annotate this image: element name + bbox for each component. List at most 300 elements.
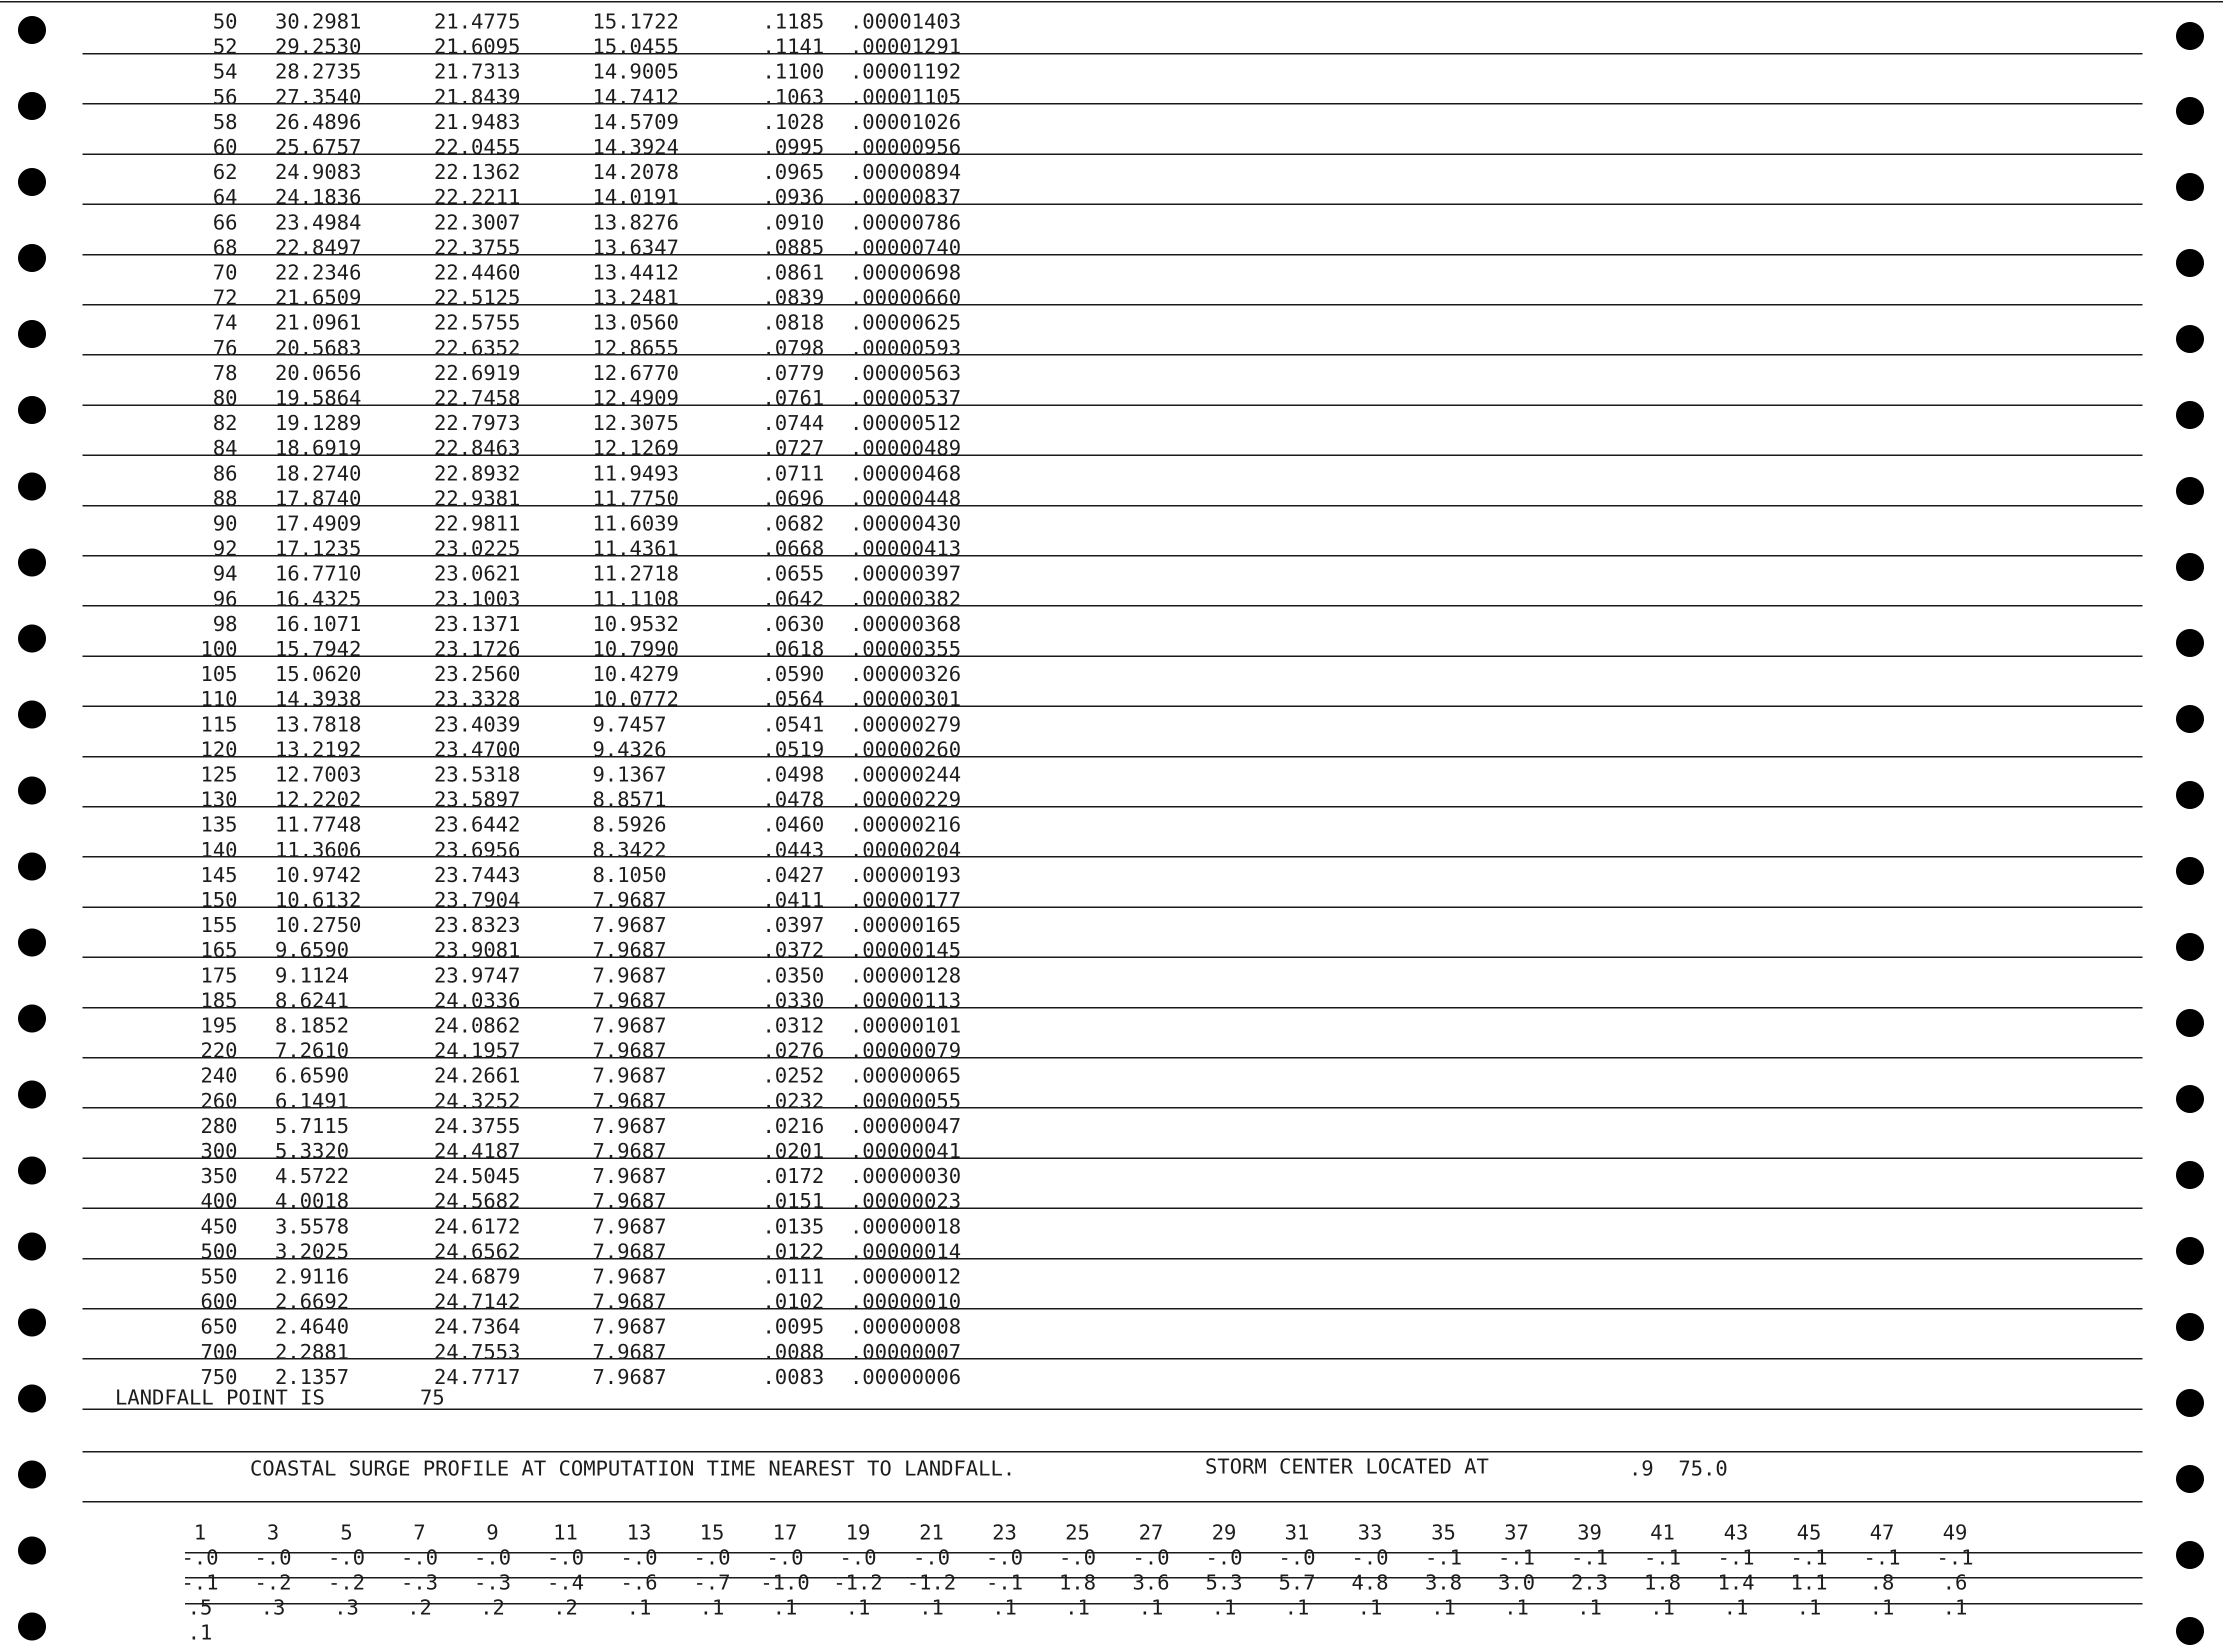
table-cell: 135 bbox=[200, 812, 238, 836]
table-cell: 24.5045 bbox=[434, 1164, 520, 1188]
table-cell: 13.2192 bbox=[275, 738, 362, 762]
table-cell: 550 bbox=[200, 1264, 238, 1288]
table-cell: 22.8932 bbox=[434, 462, 520, 486]
table-cell: 6.1491 bbox=[275, 1089, 350, 1113]
table-cell: .00000145 bbox=[850, 938, 962, 962]
table-cell: 450 bbox=[200, 1214, 238, 1238]
table-cell: 24.7717 bbox=[434, 1365, 520, 1389]
profile-value: .1 bbox=[1650, 1596, 1675, 1620]
table-cell: 17.1235 bbox=[275, 536, 362, 560]
table-cell: 8.5926 bbox=[592, 812, 667, 836]
profile-column-header: 3 bbox=[266, 1520, 280, 1544]
table-cell: 7.9687 bbox=[592, 1014, 667, 1038]
table-row bbox=[0, 988, 2223, 1013]
table-row bbox=[0, 787, 2223, 812]
table-cell: 2.1357 bbox=[275, 1365, 350, 1389]
table-cell: 140 bbox=[200, 838, 238, 862]
storm-center-label: STORM CENTER LOCATED AT bbox=[1205, 1454, 1489, 1478]
table-cell: .00000326 bbox=[850, 662, 962, 686]
table-cell: .0995 bbox=[762, 135, 824, 159]
table-row bbox=[0, 1188, 2223, 1214]
table-cell: 24.4187 bbox=[434, 1139, 520, 1163]
profile-value: .1 bbox=[772, 1596, 798, 1620]
table-cell: .00000397 bbox=[850, 562, 962, 586]
table-cell: .0135 bbox=[762, 1214, 824, 1238]
table-cell: 86 bbox=[212, 462, 238, 486]
table-cell: 20.5683 bbox=[275, 336, 362, 360]
table-row bbox=[0, 134, 2223, 160]
table-cell: .00000537 bbox=[850, 386, 962, 410]
table-row bbox=[0, 386, 2223, 410]
profile-value: -.0 bbox=[839, 1546, 877, 1570]
table-row bbox=[0, 9, 2223, 34]
table-cell: .00000012 bbox=[850, 1264, 962, 1288]
table-cell: 2.4640 bbox=[275, 1314, 350, 1338]
table-cell: .0818 bbox=[762, 310, 824, 334]
table-cell: 10.7990 bbox=[592, 637, 679, 661]
table-cell: .00000193 bbox=[850, 863, 962, 887]
profile-value: 3.8 bbox=[1424, 1570, 1462, 1594]
table-cell: 12.6770 bbox=[592, 361, 679, 385]
table-cell: .0312 bbox=[762, 1014, 824, 1038]
table-cell: 600 bbox=[200, 1290, 238, 1314]
table-cell: 24.7553 bbox=[434, 1340, 520, 1364]
profile-value: .1 bbox=[1577, 1596, 1602, 1620]
table-cell: 7.9687 bbox=[592, 1064, 667, 1088]
table-cell: .00000007 bbox=[850, 1340, 962, 1364]
table-cell: 3.5578 bbox=[275, 1214, 350, 1238]
table-cell: 24.6172 bbox=[434, 1214, 520, 1238]
table-row bbox=[0, 1038, 2223, 1063]
profile-value: .1 bbox=[700, 1596, 724, 1620]
table-cell: 20.0656 bbox=[275, 361, 362, 385]
table-cell: .00000894 bbox=[850, 160, 962, 184]
table-cell: .00000006 bbox=[850, 1365, 962, 1389]
table-cell: .00000030 bbox=[850, 1164, 962, 1188]
table-cell: 70 bbox=[212, 260, 238, 284]
table-cell: 14.9005 bbox=[592, 60, 679, 84]
table-cell: .00000047 bbox=[850, 1114, 962, 1138]
table-row bbox=[0, 84, 2223, 110]
profile-column-header: 13 bbox=[626, 1520, 652, 1544]
table-cell: 82 bbox=[212, 411, 238, 435]
table-cell: .0350 bbox=[762, 964, 824, 988]
profile-value: .1 bbox=[1284, 1596, 1310, 1620]
table-cell: 24.3252 bbox=[434, 1089, 520, 1113]
table-cell: 22.6919 bbox=[434, 361, 520, 385]
table-row bbox=[0, 511, 2223, 536]
table-cell: .0682 bbox=[762, 512, 824, 536]
table-row bbox=[0, 686, 2223, 712]
table-row bbox=[0, 888, 2223, 912]
profile-value: .1 bbox=[626, 1596, 652, 1620]
separator-line bbox=[82, 1501, 2142, 1502]
profile-value: .1 bbox=[1431, 1596, 1456, 1620]
profile-column-header: 15 bbox=[700, 1520, 724, 1544]
table-cell: .00001291 bbox=[850, 34, 962, 58]
profile-value: .1 bbox=[992, 1596, 1017, 1620]
table-cell: 21.6509 bbox=[275, 286, 362, 310]
table-row bbox=[0, 586, 2223, 612]
profile-value: -.0 bbox=[1132, 1546, 1170, 1570]
table-cell: .00000448 bbox=[850, 486, 962, 510]
table-cell: 7.9687 bbox=[592, 1114, 667, 1138]
table-cell: 21.4775 bbox=[434, 10, 520, 34]
table-cell: 16.7710 bbox=[275, 562, 362, 586]
profile-value: -.7 bbox=[693, 1570, 731, 1594]
profile-column-header: 31 bbox=[1284, 1520, 1310, 1544]
table-row bbox=[0, 737, 2223, 762]
table-cell: 78 bbox=[212, 361, 238, 385]
table-cell: 23.4039 bbox=[434, 712, 520, 736]
table-row bbox=[0, 160, 2223, 184]
table-cell: .00000382 bbox=[850, 587, 962, 611]
table-cell: .0761 bbox=[762, 386, 824, 410]
table-cell: .0779 bbox=[762, 361, 824, 385]
table-cell: 18.6919 bbox=[275, 436, 362, 460]
table-cell: .0088 bbox=[762, 1340, 824, 1364]
profile-column-header: 39 bbox=[1577, 1520, 1602, 1544]
table-cell: 21.0961 bbox=[275, 310, 362, 334]
table-row bbox=[0, 285, 2223, 310]
table-cell: .00000055 bbox=[850, 1089, 962, 1113]
table-cell: 110 bbox=[200, 687, 238, 711]
table-cell: 23.4984 bbox=[275, 210, 362, 234]
profile-value: 4.8 bbox=[1351, 1570, 1389, 1594]
profile-value: -.0 bbox=[986, 1546, 1024, 1570]
table-row bbox=[0, 612, 2223, 636]
table-cell: 15.7942 bbox=[275, 637, 362, 661]
table-cell: 14.3924 bbox=[592, 135, 679, 159]
table-cell: 400 bbox=[200, 1189, 238, 1213]
table-cell: 24.6879 bbox=[434, 1264, 520, 1288]
table-cell: 7.9687 bbox=[592, 1189, 667, 1213]
table-cell: .0590 bbox=[762, 662, 824, 686]
table-cell: 56 bbox=[212, 85, 238, 109]
table-cell: 8.3422 bbox=[592, 838, 667, 862]
table-cell: .00000489 bbox=[850, 436, 962, 460]
table-cell: 13.7818 bbox=[275, 712, 362, 736]
table-row bbox=[0, 1164, 2223, 1188]
table-cell: 7.9687 bbox=[592, 964, 667, 988]
table-row bbox=[0, 310, 2223, 335]
table-cell: 90 bbox=[212, 512, 238, 536]
table-cell: 3.2025 bbox=[275, 1240, 350, 1264]
table-cell: .0397 bbox=[762, 913, 824, 937]
table-row bbox=[0, 59, 2223, 84]
profile-column-header: 35 bbox=[1431, 1520, 1456, 1544]
table-cell: .00000660 bbox=[850, 286, 962, 310]
table-cell: 60 bbox=[212, 135, 238, 159]
table-cell: 28.2735 bbox=[275, 60, 362, 84]
table-cell: 10.2750 bbox=[275, 913, 362, 937]
table-cell: 21.6095 bbox=[434, 34, 520, 58]
table-cell: 4.5722 bbox=[275, 1164, 350, 1188]
table-cell: 23.9081 bbox=[434, 938, 520, 962]
table-cell: 5.7115 bbox=[275, 1114, 350, 1138]
table-cell: .0965 bbox=[762, 160, 824, 184]
profile-value: -.1 bbox=[986, 1570, 1024, 1594]
table-cell: 22.8497 bbox=[275, 236, 362, 260]
table-cell: 14.0191 bbox=[592, 185, 679, 209]
profile-value: .1 bbox=[919, 1596, 944, 1620]
table-cell: .0276 bbox=[762, 1038, 824, 1062]
table-cell: 22.9381 bbox=[434, 486, 520, 510]
profile-column-header: 1 bbox=[194, 1520, 206, 1544]
table-cell: 21.7313 bbox=[434, 60, 520, 84]
table-cell: 23.3328 bbox=[434, 687, 520, 711]
table-cell: 10.9532 bbox=[592, 612, 679, 636]
table-cell: 15.0455 bbox=[592, 34, 679, 58]
profile-value: -.0 bbox=[693, 1546, 731, 1570]
profile-value: .1 bbox=[1065, 1596, 1090, 1620]
table-cell: .0798 bbox=[762, 336, 824, 360]
table-cell: .0618 bbox=[762, 637, 824, 661]
table-cell: 12.3075 bbox=[592, 411, 679, 435]
profile-value: -.3 bbox=[400, 1570, 438, 1594]
table-cell: 155 bbox=[200, 913, 238, 937]
table-cell: 115 bbox=[200, 712, 238, 736]
table-cell: 7.9687 bbox=[592, 1314, 667, 1338]
table-row bbox=[0, 235, 2223, 260]
table-cell: .00000041 bbox=[850, 1139, 962, 1163]
table-cell: 7.9687 bbox=[592, 1164, 667, 1188]
table-cell: .0744 bbox=[762, 411, 824, 435]
table-row bbox=[0, 410, 2223, 436]
table-row bbox=[0, 536, 2223, 561]
table-cell: 9.1124 bbox=[275, 964, 350, 988]
table-row bbox=[0, 336, 2223, 360]
table-cell: 94 bbox=[212, 562, 238, 586]
profile-value: -.0 bbox=[400, 1546, 438, 1570]
table-cell: 13.2481 bbox=[592, 286, 679, 310]
table-cell: 23.0225 bbox=[434, 536, 520, 560]
profile-value: -.6 bbox=[620, 1570, 658, 1594]
table-row bbox=[0, 963, 2223, 988]
table-cell: 11.7750 bbox=[592, 486, 679, 510]
profile-column-header: 11 bbox=[553, 1520, 578, 1544]
table-row bbox=[0, 1340, 2223, 1364]
table-cell: 23.7904 bbox=[434, 888, 520, 912]
profile-value: -.0 bbox=[474, 1546, 512, 1570]
table-cell: 4.0018 bbox=[275, 1189, 350, 1213]
table-cell: 150 bbox=[200, 888, 238, 912]
table-cell: 5.3320 bbox=[275, 1139, 350, 1163]
feed-hole bbox=[2176, 1465, 2204, 1493]
table-row bbox=[0, 1314, 2223, 1339]
table-cell: .00000625 bbox=[850, 310, 962, 334]
table-cell: .00000786 bbox=[850, 210, 962, 234]
table-row bbox=[0, 712, 2223, 737]
table-cell: 22.9811 bbox=[434, 512, 520, 536]
feed-hole bbox=[18, 1536, 46, 1564]
profile-value: -.0 bbox=[328, 1546, 366, 1570]
table-cell: .0936 bbox=[762, 185, 824, 209]
profile-value: .6 bbox=[1942, 1570, 1968, 1594]
profile-value: -1.0 bbox=[760, 1570, 810, 1594]
table-cell: 88 bbox=[212, 486, 238, 510]
table-cell: .0122 bbox=[762, 1240, 824, 1264]
table-row bbox=[0, 210, 2223, 235]
feed-hole bbox=[18, 1460, 46, 1488]
table-row bbox=[0, 662, 2223, 686]
table-cell: .0630 bbox=[762, 612, 824, 636]
table-cell: 18.2740 bbox=[275, 462, 362, 486]
table-cell: .00000101 bbox=[850, 1014, 962, 1038]
table-cell: 23.6956 bbox=[434, 838, 520, 862]
table-cell: .00000740 bbox=[850, 236, 962, 260]
table-cell: 54 bbox=[212, 60, 238, 84]
table-cell: 24.3755 bbox=[434, 1114, 520, 1138]
table-cell: 96 bbox=[212, 587, 238, 611]
table-row bbox=[0, 1063, 2223, 1088]
table-cell: .0201 bbox=[762, 1139, 824, 1163]
table-cell: 14.5709 bbox=[592, 110, 679, 134]
table-cell: .0460 bbox=[762, 812, 824, 836]
table-cell: .0478 bbox=[762, 788, 824, 812]
table-cell: 72 bbox=[212, 286, 238, 310]
table-cell: .00000512 bbox=[850, 411, 962, 435]
table-cell: 8.8571 bbox=[592, 788, 667, 812]
table-cell: 100 bbox=[200, 637, 238, 661]
profile-column-header: 27 bbox=[1138, 1520, 1164, 1544]
profile-value: -.2 bbox=[254, 1570, 292, 1594]
table-cell: 12.4909 bbox=[592, 386, 679, 410]
table-cell: 6.6590 bbox=[275, 1064, 350, 1088]
profile-column-header: 7 bbox=[413, 1520, 426, 1544]
profile-value: 3.0 bbox=[1498, 1570, 1536, 1594]
profile-value: -.1 bbox=[1570, 1546, 1608, 1570]
table-cell: 11.4361 bbox=[592, 536, 679, 560]
table-cell: 22.2211 bbox=[434, 185, 520, 209]
table-cell: .0232 bbox=[762, 1089, 824, 1113]
table-row bbox=[0, 486, 2223, 511]
table-cell: .0095 bbox=[762, 1314, 824, 1338]
table-row bbox=[0, 1264, 2223, 1289]
feed-hole bbox=[2176, 1389, 2204, 1417]
table-cell: 12.1269 bbox=[592, 436, 679, 460]
table-cell: .00000355 bbox=[850, 637, 962, 661]
table-cell: .0083 bbox=[762, 1365, 824, 1389]
landfall-value: 75 bbox=[420, 1386, 445, 1410]
table-cell: .00000279 bbox=[850, 712, 962, 736]
table-cell: 9.6590 bbox=[275, 938, 350, 962]
table-cell: 7.9687 bbox=[592, 988, 667, 1012]
table-cell: .0111 bbox=[762, 1264, 824, 1288]
table-cell: 23.8323 bbox=[434, 913, 520, 937]
table-cell: 23.5897 bbox=[434, 788, 520, 812]
table-cell: 24.5682 bbox=[434, 1189, 520, 1213]
profile-column-header: 23 bbox=[992, 1520, 1017, 1544]
table-row bbox=[0, 184, 2223, 210]
profile-value: .1 bbox=[1138, 1596, 1164, 1620]
profile-value: -.0 bbox=[766, 1546, 804, 1570]
table-cell: 8.1050 bbox=[592, 863, 667, 887]
table-cell: .00000563 bbox=[850, 361, 962, 385]
table-cell: 15.0620 bbox=[275, 662, 362, 686]
table-cell: 24.6562 bbox=[434, 1240, 520, 1264]
table-cell: .00000113 bbox=[850, 988, 962, 1012]
table-cell: .0151 bbox=[762, 1189, 824, 1213]
table-cell: 23.2560 bbox=[434, 662, 520, 686]
table-cell: 11.9493 bbox=[592, 462, 679, 486]
profile-value: -.1 bbox=[1790, 1546, 1828, 1570]
table-row bbox=[0, 360, 2223, 386]
table-cell: 24.7142 bbox=[434, 1290, 520, 1314]
table-cell: 2.6692 bbox=[275, 1290, 350, 1314]
table-cell: 84 bbox=[212, 436, 238, 460]
table-cell: 24.1836 bbox=[275, 185, 362, 209]
table-cell: .00000229 bbox=[850, 788, 962, 812]
table-cell: 22.1362 bbox=[434, 160, 520, 184]
profile-value: .1 bbox=[1724, 1596, 1748, 1620]
table-cell: 650 bbox=[200, 1314, 238, 1338]
table-cell: 7.9687 bbox=[592, 1214, 667, 1238]
table-cell: .0427 bbox=[762, 863, 824, 887]
profile-value: 5.7 bbox=[1278, 1570, 1316, 1594]
table-cell: 11.2718 bbox=[592, 562, 679, 586]
table-row bbox=[0, 1114, 2223, 1138]
profile-value: .5 bbox=[188, 1596, 212, 1620]
table-cell: 23.5318 bbox=[434, 762, 520, 786]
profile-column-header: 25 bbox=[1065, 1520, 1090, 1544]
table-cell: 17.4909 bbox=[275, 512, 362, 536]
table-cell: .00000165 bbox=[850, 913, 962, 937]
profile-value: -.0 bbox=[181, 1546, 219, 1570]
profile-value: .3 bbox=[260, 1596, 286, 1620]
table-cell: 23.4700 bbox=[434, 738, 520, 762]
table-cell: 7.2610 bbox=[275, 1038, 350, 1062]
table-cell: 11.7748 bbox=[275, 812, 362, 836]
table-cell: 105 bbox=[200, 662, 238, 686]
table-cell: 13.8276 bbox=[592, 210, 679, 234]
profile-value: -.1 bbox=[1717, 1546, 1755, 1570]
profile-value: -.3 bbox=[474, 1570, 512, 1594]
table-cell: 300 bbox=[200, 1139, 238, 1163]
table-cell: 7.9687 bbox=[592, 1264, 667, 1288]
table-cell: .0519 bbox=[762, 738, 824, 762]
table-cell: 16.1071 bbox=[275, 612, 362, 636]
table-cell: 500 bbox=[200, 1240, 238, 1264]
table-cell: .00001105 bbox=[850, 85, 962, 109]
profile-column-header: 47 bbox=[1870, 1520, 1894, 1544]
table-cell: 7.9687 bbox=[592, 1139, 667, 1163]
table-cell: 24.0862 bbox=[434, 1014, 520, 1038]
profile-value: -.4 bbox=[546, 1570, 584, 1594]
table-cell: .0642 bbox=[762, 587, 824, 611]
table-cell: .00000014 bbox=[850, 1240, 962, 1264]
table-cell: 23.1726 bbox=[434, 637, 520, 661]
table-cell: 750 bbox=[200, 1365, 238, 1389]
table-row bbox=[0, 436, 2223, 460]
table-cell: 22.8463 bbox=[434, 436, 520, 460]
profile-value: 1.1 bbox=[1790, 1570, 1828, 1594]
table-cell: .1063 bbox=[762, 85, 824, 109]
profile-column-header: 17 bbox=[772, 1520, 798, 1544]
table-cell: .00000698 bbox=[850, 260, 962, 284]
table-row bbox=[0, 34, 2223, 59]
profile-column-header: 29 bbox=[1212, 1520, 1236, 1544]
table-cell: 145 bbox=[200, 863, 238, 887]
table-cell: 9.1367 bbox=[592, 762, 667, 786]
table-cell: 350 bbox=[200, 1164, 238, 1188]
table-cell: .0252 bbox=[762, 1064, 824, 1088]
profile-value: -.0 bbox=[1205, 1546, 1243, 1570]
table-cell: 25.6757 bbox=[275, 135, 362, 159]
feed-hole bbox=[2176, 1541, 2204, 1569]
table-cell: 50 bbox=[212, 10, 238, 34]
table-cell: 19.1289 bbox=[275, 411, 362, 435]
